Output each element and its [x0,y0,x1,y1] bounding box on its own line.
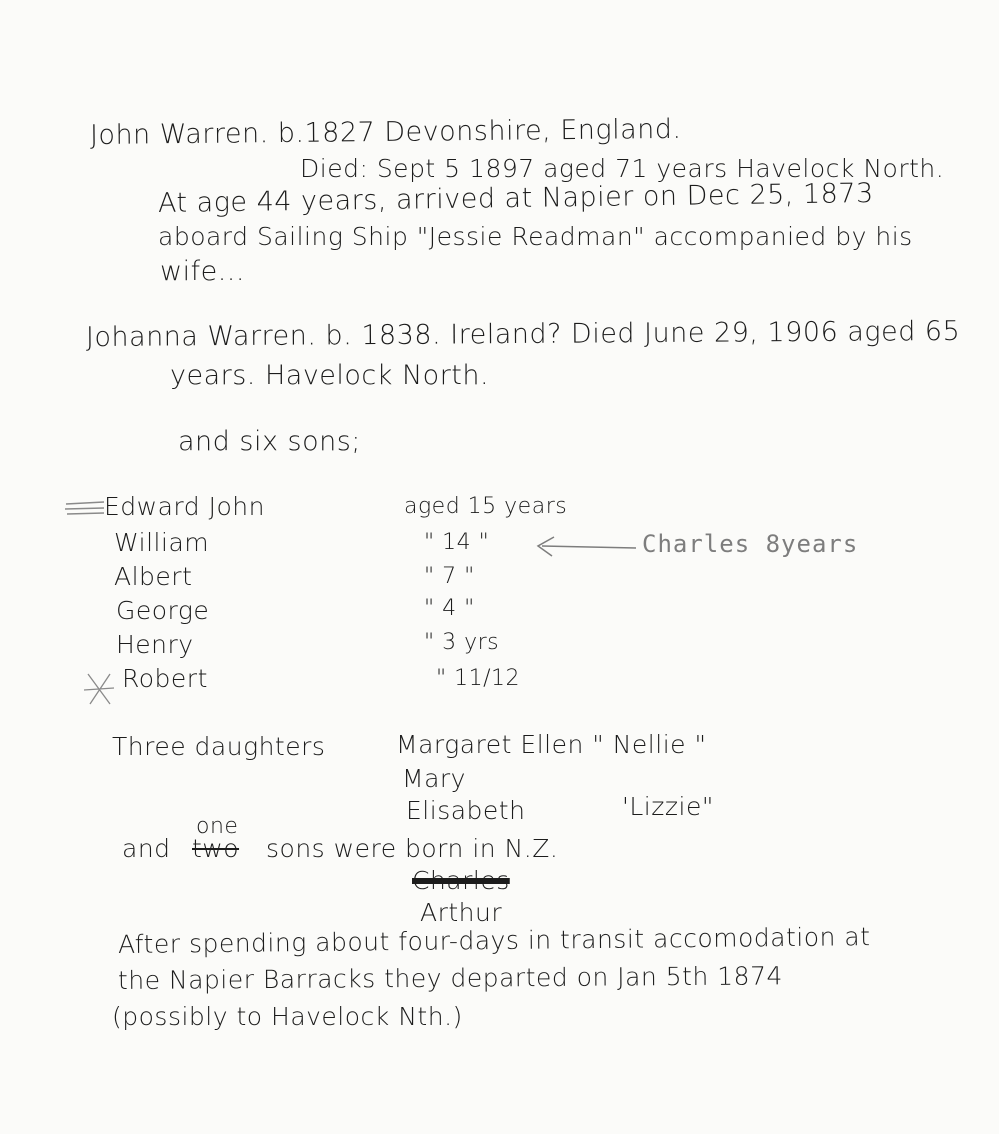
born-nz-post: sons were born in N.Z. [266,834,559,863]
line-john-warren-birth: John Warren. b.1827 Devonshire, England. [89,113,682,151]
line-johanna-death-place: years. Havelock North. [170,360,490,391]
daughters-label: Three daughters [112,732,326,761]
daughter-mary: Mary [402,764,466,793]
line-arrival: At age 44 years, arrived at Napier on Dec 25, 1873 [157,178,874,219]
struck-word: two [192,834,240,863]
arrow-icon [530,534,640,560]
son-name: William [114,528,210,557]
closing-line-3: (possibly to Havelock Nth.) [112,1002,463,1031]
son-name: Robert [122,664,208,693]
pencil-note-charles: Charles 8years [642,530,859,558]
son-age: " 3 yrs [424,630,500,655]
asterisk-mark [82,670,116,708]
inserted-word: one [196,814,239,839]
son-name: Henry [116,630,194,659]
son-age: " 7 " [424,564,475,589]
line-john-warren-death: Died: Sept 5 1897 aged 71 years Havelock North. [300,154,945,183]
son-age: " 14 " [424,530,490,555]
daughter-elisabeth: Elisabeth [406,796,526,825]
struck-name: Charles [412,866,510,895]
daughter-margaret: Margaret Ellen " Nellie " [396,730,707,759]
pencil-mark [64,500,106,518]
closing-line-1: After spending about four-days in transit accomodation at [117,922,871,959]
son-age: aged 15 years [404,494,568,519]
closing-line-2: the Napier Barracks they departed on Jan 5th 1874 [117,961,783,995]
son-age: " 4 " [424,596,475,621]
line-six-sons: and six sons; [178,426,361,457]
son-name: Edward John [104,492,265,521]
line-wife: wife... [160,256,245,287]
daughter-elisabeth-nickname: 'Lizzie" [622,792,714,821]
line-ship: aboard Sailing Ship "Jessie Readman" accompanied by his [158,222,913,251]
son-name: George [116,596,210,625]
son-name: Albert [114,562,193,591]
son-arthur: Arthur [420,898,503,927]
born-nz-pre: and [122,834,171,863]
son-age: " 11/12 [436,666,521,691]
line-johanna-warren: Johanna Warren. b. 1838. Ireland? Died June 29, 1906 aged 65 [85,315,961,353]
